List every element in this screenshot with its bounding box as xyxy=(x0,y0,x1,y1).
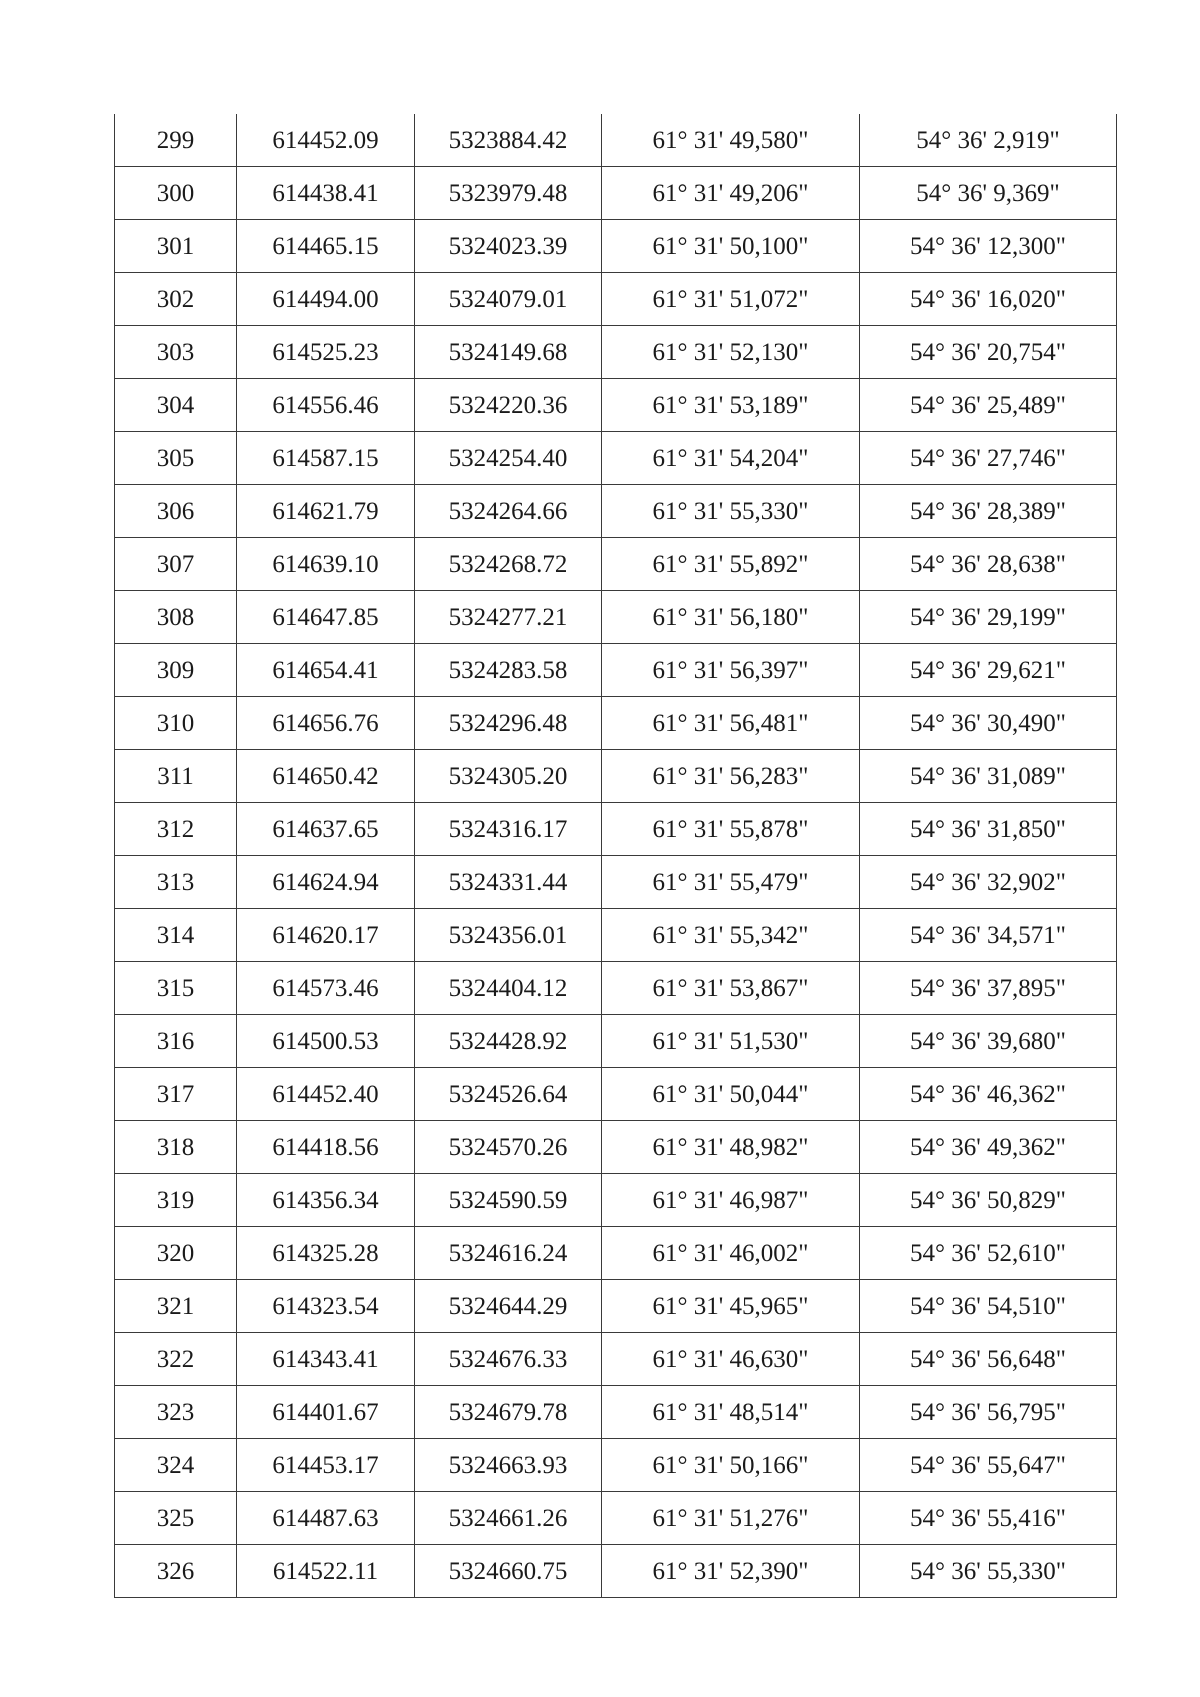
y-coordinate-cell: 5324570.26 xyxy=(415,1121,602,1174)
y-coordinate-cell: 5324663.93 xyxy=(415,1439,602,1492)
table-row xyxy=(115,326,1117,379)
y-coordinate-cell: 5324644.29 xyxy=(415,1280,602,1333)
latitude-cell: 54° 36' 28,389" xyxy=(860,485,1117,538)
latitude-cell: 54° 36' 2,919" xyxy=(860,114,1117,167)
point-number-cell: 311 xyxy=(115,750,237,803)
table-row xyxy=(115,273,1117,326)
point-number-cell: 326 xyxy=(115,1545,237,1598)
point-number-cell: 318 xyxy=(115,1121,237,1174)
point-number-cell: 316 xyxy=(115,1015,237,1068)
y-coordinate-cell: 5324254.40 xyxy=(415,432,602,485)
point-number-cell: 321 xyxy=(115,1280,237,1333)
longitude-cell: 61° 31' 53,189" xyxy=(602,379,860,432)
point-number-cell: 322 xyxy=(115,1333,237,1386)
longitude-cell: 61° 31' 50,166" xyxy=(602,1439,860,1492)
latitude-cell: 54° 36' 50,829" xyxy=(860,1174,1117,1227)
x-coordinate-cell: 614621.79 xyxy=(237,485,415,538)
latitude-cell: 54° 36' 56,648" xyxy=(860,1333,1117,1386)
longitude-cell: 61° 31' 56,283" xyxy=(602,750,860,803)
latitude-cell: 54° 36' 29,621" xyxy=(860,644,1117,697)
y-coordinate-cell: 5324023.39 xyxy=(415,220,602,273)
x-coordinate-cell: 614637.65 xyxy=(237,803,415,856)
table-row xyxy=(115,750,1117,803)
table-row xyxy=(115,1386,1117,1439)
latitude-cell: 54° 36' 56,795" xyxy=(860,1386,1117,1439)
longitude-cell: 61° 31' 51,072" xyxy=(602,273,860,326)
x-coordinate-cell: 614624.94 xyxy=(237,856,415,909)
longitude-cell: 61° 31' 46,987" xyxy=(602,1174,860,1227)
longitude-cell: 61° 31' 55,878" xyxy=(602,803,860,856)
y-coordinate-cell: 5324404.12 xyxy=(415,962,602,1015)
y-coordinate-cell: 5324149.68 xyxy=(415,326,602,379)
longitude-cell: 61° 31' 55,330" xyxy=(602,485,860,538)
longitude-cell: 61° 31' 55,342" xyxy=(602,909,860,962)
latitude-cell: 54° 36' 31,850" xyxy=(860,803,1117,856)
latitude-cell: 54° 36' 30,490" xyxy=(860,697,1117,750)
longitude-cell: 61° 31' 49,206" xyxy=(602,167,860,220)
point-number-cell: 309 xyxy=(115,644,237,697)
table-row xyxy=(115,485,1117,538)
longitude-cell: 61° 31' 55,892" xyxy=(602,538,860,591)
coordinates-table-body xyxy=(115,114,1117,1598)
point-number-cell: 312 xyxy=(115,803,237,856)
table-row xyxy=(115,1439,1117,1492)
y-coordinate-cell: 5324305.20 xyxy=(415,750,602,803)
table-row xyxy=(115,962,1117,1015)
y-coordinate-cell: 5324316.17 xyxy=(415,803,602,856)
x-coordinate-cell: 614573.46 xyxy=(237,962,415,1015)
y-coordinate-cell: 5324616.24 xyxy=(415,1227,602,1280)
x-coordinate-cell: 614325.28 xyxy=(237,1227,415,1280)
x-coordinate-cell: 614525.23 xyxy=(237,326,415,379)
point-number-cell: 307 xyxy=(115,538,237,591)
longitude-cell: 61° 31' 56,481" xyxy=(602,697,860,750)
point-number-cell: 308 xyxy=(115,591,237,644)
longitude-cell: 61° 31' 45,965" xyxy=(602,1280,860,1333)
table-row xyxy=(115,167,1117,220)
y-coordinate-cell: 5324676.33 xyxy=(415,1333,602,1386)
longitude-cell: 61° 31' 50,044" xyxy=(602,1068,860,1121)
latitude-cell: 54° 36' 52,610" xyxy=(860,1227,1117,1280)
table-row xyxy=(115,909,1117,962)
latitude-cell: 54° 36' 49,362" xyxy=(860,1121,1117,1174)
point-number-cell: 304 xyxy=(115,379,237,432)
y-coordinate-cell: 5324660.75 xyxy=(415,1545,602,1598)
table-row xyxy=(115,114,1117,167)
table-row xyxy=(115,1015,1117,1068)
longitude-cell: 61° 31' 56,397" xyxy=(602,644,860,697)
longitude-cell: 61° 31' 48,514" xyxy=(602,1386,860,1439)
table-row xyxy=(115,591,1117,644)
table-row xyxy=(115,1174,1117,1227)
x-coordinate-cell: 614418.56 xyxy=(237,1121,415,1174)
y-coordinate-cell: 5324661.26 xyxy=(415,1492,602,1545)
x-coordinate-cell: 614323.54 xyxy=(237,1280,415,1333)
table-row xyxy=(115,1545,1117,1598)
x-coordinate-cell: 614343.41 xyxy=(237,1333,415,1386)
table-row xyxy=(115,1333,1117,1386)
longitude-cell: 61° 31' 50,100" xyxy=(602,220,860,273)
point-number-cell: 299 xyxy=(115,114,237,167)
longitude-cell: 61° 31' 52,390" xyxy=(602,1545,860,1598)
table-row xyxy=(115,1280,1117,1333)
latitude-cell: 54° 36' 27,746" xyxy=(860,432,1117,485)
point-number-cell: 323 xyxy=(115,1386,237,1439)
latitude-cell: 54° 36' 37,895" xyxy=(860,962,1117,1015)
longitude-cell: 61° 31' 53,867" xyxy=(602,962,860,1015)
x-coordinate-cell: 614401.67 xyxy=(237,1386,415,1439)
table-row xyxy=(115,220,1117,273)
point-number-cell: 319 xyxy=(115,1174,237,1227)
y-coordinate-cell: 5323979.48 xyxy=(415,167,602,220)
x-coordinate-cell: 614452.40 xyxy=(237,1068,415,1121)
table-row xyxy=(115,1121,1117,1174)
y-coordinate-cell: 5324079.01 xyxy=(415,273,602,326)
longitude-cell: 61° 31' 48,982" xyxy=(602,1121,860,1174)
longitude-cell: 61° 31' 55,479" xyxy=(602,856,860,909)
latitude-cell: 54° 36' 25,489" xyxy=(860,379,1117,432)
point-number-cell: 306 xyxy=(115,485,237,538)
point-number-cell: 315 xyxy=(115,962,237,1015)
x-coordinate-cell: 614453.17 xyxy=(237,1439,415,1492)
longitude-cell: 61° 31' 46,630" xyxy=(602,1333,860,1386)
y-coordinate-cell: 5324268.72 xyxy=(415,538,602,591)
longitude-cell: 61° 31' 51,530" xyxy=(602,1015,860,1068)
latitude-cell: 54° 36' 55,416" xyxy=(860,1492,1117,1545)
table-row xyxy=(115,644,1117,697)
x-coordinate-cell: 614620.17 xyxy=(237,909,415,962)
x-coordinate-cell: 614356.34 xyxy=(237,1174,415,1227)
x-coordinate-cell: 614500.53 xyxy=(237,1015,415,1068)
y-coordinate-cell: 5324277.21 xyxy=(415,591,602,644)
table-row xyxy=(115,697,1117,750)
point-number-cell: 313 xyxy=(115,856,237,909)
table-row xyxy=(115,379,1117,432)
latitude-cell: 54° 36' 39,680" xyxy=(860,1015,1117,1068)
latitude-cell: 54° 36' 29,199" xyxy=(860,591,1117,644)
y-coordinate-cell: 5324220.36 xyxy=(415,379,602,432)
point-number-cell: 310 xyxy=(115,697,237,750)
table-row xyxy=(115,1227,1117,1280)
point-number-cell: 320 xyxy=(115,1227,237,1280)
point-number-cell: 300 xyxy=(115,167,237,220)
x-coordinate-cell: 614654.41 xyxy=(237,644,415,697)
latitude-cell: 54° 36' 9,369" xyxy=(860,167,1117,220)
x-coordinate-cell: 614656.76 xyxy=(237,697,415,750)
x-coordinate-cell: 614452.09 xyxy=(237,114,415,167)
y-coordinate-cell: 5324356.01 xyxy=(415,909,602,962)
x-coordinate-cell: 614650.42 xyxy=(237,750,415,803)
longitude-cell: 61° 31' 56,180" xyxy=(602,591,860,644)
point-number-cell: 303 xyxy=(115,326,237,379)
table-row xyxy=(115,538,1117,591)
x-coordinate-cell: 614438.41 xyxy=(237,167,415,220)
point-number-cell: 302 xyxy=(115,273,237,326)
point-number-cell: 305 xyxy=(115,432,237,485)
x-coordinate-cell: 614487.63 xyxy=(237,1492,415,1545)
y-coordinate-cell: 5324526.64 xyxy=(415,1068,602,1121)
longitude-cell: 61° 31' 52,130" xyxy=(602,326,860,379)
latitude-cell: 54° 36' 28,638" xyxy=(860,538,1117,591)
latitude-cell: 54° 36' 16,020" xyxy=(860,273,1117,326)
latitude-cell: 54° 36' 55,647" xyxy=(860,1439,1117,1492)
y-coordinate-cell: 5324679.78 xyxy=(415,1386,602,1439)
point-number-cell: 314 xyxy=(115,909,237,962)
latitude-cell: 54° 36' 12,300" xyxy=(860,220,1117,273)
table-row xyxy=(115,803,1117,856)
x-coordinate-cell: 614587.15 xyxy=(237,432,415,485)
x-coordinate-cell: 614647.85 xyxy=(237,591,415,644)
table-row xyxy=(115,432,1117,485)
y-coordinate-cell: 5324331.44 xyxy=(415,856,602,909)
x-coordinate-cell: 614494.00 xyxy=(237,273,415,326)
point-number-cell: 324 xyxy=(115,1439,237,1492)
y-coordinate-cell: 5324428.92 xyxy=(415,1015,602,1068)
latitude-cell: 54° 36' 34,571" xyxy=(860,909,1117,962)
latitude-cell: 54° 36' 32,902" xyxy=(860,856,1117,909)
latitude-cell: 54° 36' 46,362" xyxy=(860,1068,1117,1121)
x-coordinate-cell: 614556.46 xyxy=(237,379,415,432)
longitude-cell: 61° 31' 51,276" xyxy=(602,1492,860,1545)
longitude-cell: 61° 31' 54,204" xyxy=(602,432,860,485)
latitude-cell: 54° 36' 54,510" xyxy=(860,1280,1117,1333)
y-coordinate-cell: 5324283.58 xyxy=(415,644,602,697)
x-coordinate-cell: 614639.10 xyxy=(237,538,415,591)
x-coordinate-cell: 614522.11 xyxy=(237,1545,415,1598)
table-row xyxy=(115,1068,1117,1121)
y-coordinate-cell: 5324590.59 xyxy=(415,1174,602,1227)
table-row xyxy=(115,856,1117,909)
latitude-cell: 54° 36' 31,089" xyxy=(860,750,1117,803)
point-number-cell: 317 xyxy=(115,1068,237,1121)
y-coordinate-cell: 5323884.42 xyxy=(415,114,602,167)
coordinates-table xyxy=(114,114,1117,1598)
latitude-cell: 54° 36' 20,754" xyxy=(860,326,1117,379)
longitude-cell: 61° 31' 49,580" xyxy=(602,114,860,167)
table-row xyxy=(115,1492,1117,1545)
y-coordinate-cell: 5324264.66 xyxy=(415,485,602,538)
x-coordinate-cell: 614465.15 xyxy=(237,220,415,273)
y-coordinate-cell: 5324296.48 xyxy=(415,697,602,750)
point-number-cell: 325 xyxy=(115,1492,237,1545)
longitude-cell: 61° 31' 46,002" xyxy=(602,1227,860,1280)
latitude-cell: 54° 36' 55,330" xyxy=(860,1545,1117,1598)
point-number-cell: 301 xyxy=(115,220,237,273)
